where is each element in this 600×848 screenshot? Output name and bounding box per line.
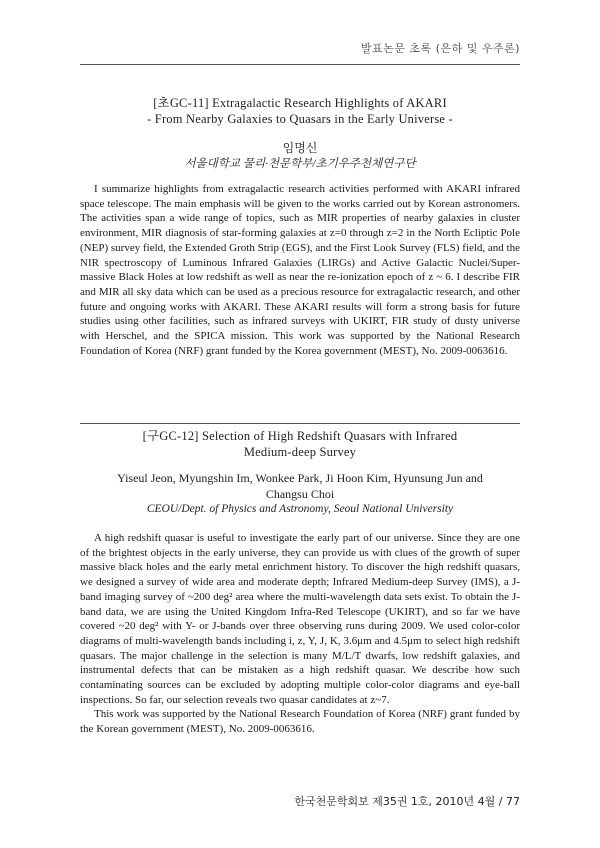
- article-2-affiliation: CEOU/Dept. of Physics and Astronomy, Seoul National University: [146, 503, 454, 515]
- article-1-author: 임명신: [282, 141, 318, 155]
- article-1-title-line1: [초GC-11] Extragalactic Research Highlights of AKARI: [153, 96, 447, 110]
- article-2-author-line1: Yiseul Jeon, Myungshin Im, Wonkee Park, Ji Hoon Kim, Hyunsung Jun and: [117, 471, 483, 485]
- section-divider: [80, 423, 520, 424]
- page-footer: 한국천문학회보 제35권 1호, 2010년 4월 / 77: [294, 795, 520, 808]
- running-header: 발표논문 초록 (은하 및 우주론): [360, 42, 520, 55]
- article-1-abstract-paragraph: I summarize highlights from extragalactic research activities performed with AKARI infrared space telescope. The main emphasis will be given to the works carried out by Korean astronomers. The activities span a wide range of topics, such as MIR properties of nearby galaxies in cluster environment, MIR diagnosis of star-forming galaxies at z=0 through z=2 in the North Ecliptic Pole (NEP) survey field, the Extended Groth Strip (EGS), and the First Look Survey (FLS) field, and the NIR spectroscopy of Luminous Infrared Galaxies (LIRGs) and Active Galactic Nuclei/Super-massive Black Holes at low redshift as well as near the re-ionization epoch of z ~ 6. I describe FIR and MIR all sky data which can be used as a precious resource for extragalactic research, and other future and ongoing works with AKARI. These AKARI results will form a strong basis for future studies using other facilities, such as infrared surveys with UKIRT, FIR study of dusty universe with Herschel, and the SPICA mission. This work was supported by the National Research Foundation of Korea (NRF) grant funded by the Korea government (MEST), No. 2009-0063616.: [80, 183, 520, 357]
- article-1-abstract: [80, 182, 520, 358]
- article-2-abstract: [80, 531, 520, 737]
- article-2-title-line2: Medium-deep Survey: [243, 445, 357, 459]
- article-2-title-line1: [구GC-12] Selection of High Redshift Quasars with Infrared: [142, 429, 458, 443]
- article-1-title-line2: - From Nearby Galaxies to Quasars in the Early Universe -: [147, 112, 453, 126]
- article-2-author-line2: Changsu Choi: [265, 487, 335, 501]
- article-1-affiliation: 서울대학교 물리·천문학부/초기우주천체연구단: [184, 158, 416, 170]
- article-2-abstract-paragraph-2: This work was supported by the National Research Foundation of Korea (NRF) grant funded by the Korean government (MEST), No. 2009-0063616.: [80, 708, 520, 736]
- header-rule: [80, 64, 520, 65]
- article-2-abstract-paragraph-1: A high redshift quasar is useful to investigate the early part of our universe. Since they are one of the brightest objects in the early universe, they can provide us with clues of the growth of super massive black holes and the early metal enrichment history. To discover the high redshift quasars, we designed a survey of wide area and moderate depth; Infrared Medium-deep Survey (IMS), a J-band imaging survey of ~200 deg² area where the multi-wavelength data sets exist. To obtain the J-band data, we are using the United Kingdom Infra-Red Telescope (UKIRT), and so far we have covered ~20 deg² with Y- or J-bands over three observing runs during 2009. We used color-color diagrams of multi-wavelength bands including i, z, Y, J, K, 3.6μm and 4.5μm to select high redshift quasars. The major challenge in the selection is many M/L/T dwarfs, low redshift galaxies, and instrumental defects that can be mistaken as a high redshift quasar. We describe how such contaminating sources can be excluded by adopting multiple color-color diagrams and eye-ball inspections. So far, our selection reveals two quasar candidates at z~7.: [80, 532, 520, 706]
